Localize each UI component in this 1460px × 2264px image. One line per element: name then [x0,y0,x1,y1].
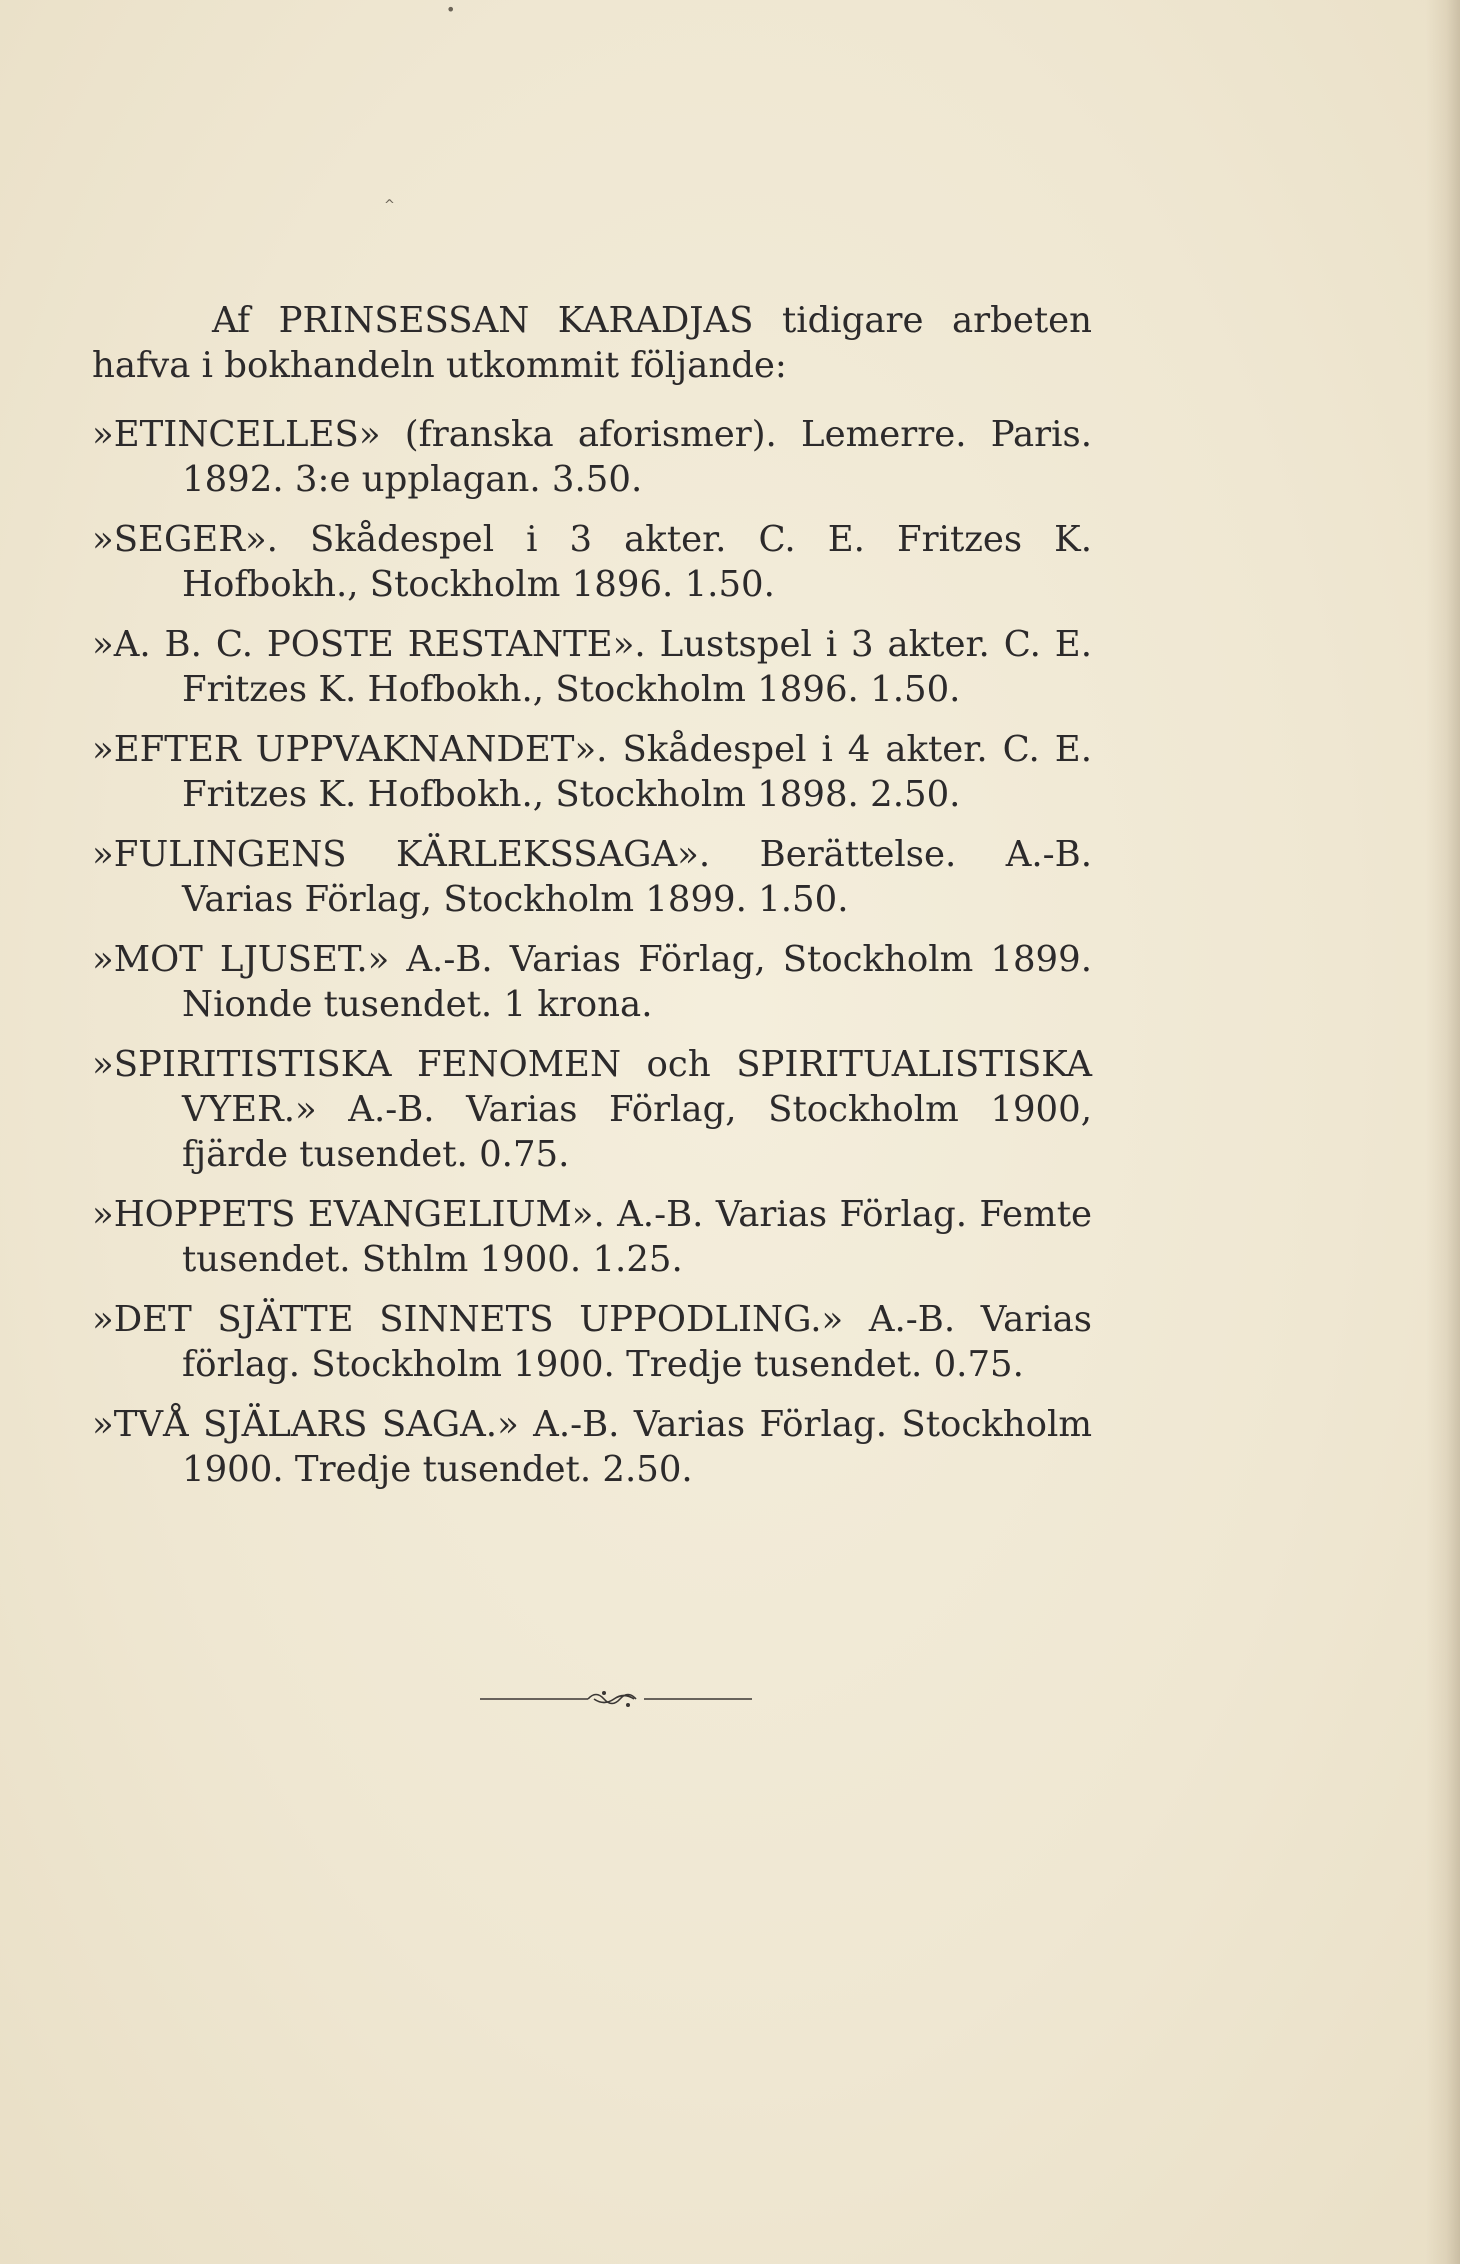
list-item: »TVÅ SJÄLARS SAGA.» A.-B. Varias Förlag. Stockholm 1900. Tredje tusendet. 2.50. [92,1404,1092,1490]
list-item: »SEGER». Skådespel i 3 akter. C. E. Fritzes K. Hofbokh., Stockholm 1896. 1.50. [92,519,1092,605]
list-item: »HOPPETS EVANGELIUM». A.-B. Varias Förlag. Femte tusendet. Sthlm 1900. 1.25. [92,1194,1092,1280]
list-item: »DET SJÄTTE SINNETS UPPODLING.» A.-B. Varias förlag. Stockholm 1900. Tredje tusendet. 0.75. [92,1299,1092,1385]
list-item: »FULINGENS KÄRLEKSSAGA». Berättelse. A.-B. Varias Förlag, Stockholm 1899. 1.50. [92,834,1092,920]
ink-speck: ^ [384,198,395,213]
list-item: »SPIRITISTISKA FENOMEN och SPIRITUALISTISKA VYER.» A.-B. Varias Förlag, Stockholm 1900, fjärde tusendet. 0.75. [92,1044,1092,1175]
list-item: »A. B. C. POSTE RESTANTE». Lustspel i 3 akter. C. E. Fritzes K. Hofbokh., Stockholm 1896. 1.50. [92,624,1092,710]
ink-speck: • [446,0,456,19]
ornament-divider [480,1684,752,1714]
list-item: »ETINCELLES» (franska aforismer). Lemerre. Paris. 1892. 3:e upplagan. 3.50. [92,414,1092,500]
list-item: »EFTER UPPVAKNANDET». Skådespel i 4 akter. C. E. Fritzes K. Hofbokh., Stockholm 1898. 2.50. [92,729,1092,815]
publication-list [92,298,1092,1507]
page-edge-shadow [1426,0,1460,2264]
intro-paragraph: Af PRINSESSAN KARADJAS tidigare arbeten hafva i bokhandeln utkommit följande: [92,300,1092,386]
list-item: »MOT LJUSET.» A.-B. Varias Förlag, Stockholm 1899. Nionde tusendet. 1 krona. [92,939,1092,1025]
